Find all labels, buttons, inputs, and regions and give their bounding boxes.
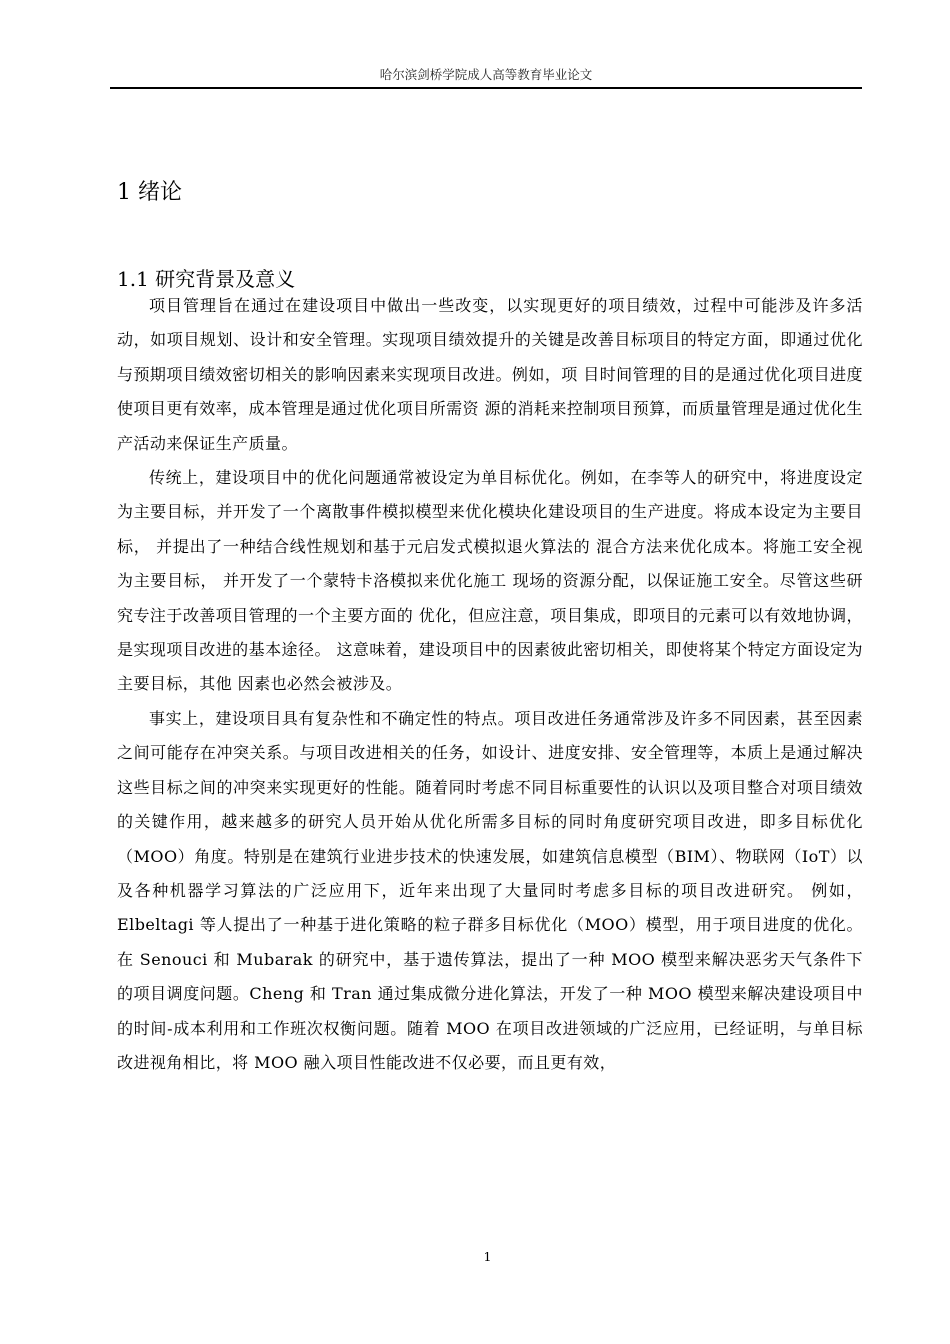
paragraph: 事实上，建设项目具有复杂性和不确定性的特点。项目改进任务通常涉及许多不同因素，甚至因素之间可能存在冲突关系。与项目改进相关的任务，如设计、进度安排、安全管理等，本质上是通过解决这些目标之间的冲突来实现更好的性能。随着同时考虑不同目标重要性的认识以及项目整合对项目绩效的关键作用，越来越多的研究人员开始从优化所需多目标的同时角度研究项目改进，即多目标优化（MOO）角度。特别是在建筑行业进步技术的快速发展，如建筑信息模型（BIM）、物联网（IoT）以及各种机器学习算法的广泛应用下，近年来出现了大量同时考虑多目标的项目改进研究。 例如，Elbeltagi 等人提出了一种基于进化策略的粒子群多目标优化（MOO）模型，用于项目进度的优化。在 Senouci 和 Mubarak 的研究中，基于遗传算法，提出了一种 MOO 模型来解决恶劣天气条件下的项目调度问题。Cheng 和 Tran 通过集成微分进化算法，开发了一种 MOO 模型来解决建设项目中的时间-成本利用和工作班次权衡问题。随着 MOO 在项目改进领域的广泛应用，已经证明，与单目标改进视角相比，将 MOO 融入项目性能改进不仅必要，而且更有效， bbox=[117, 708, 863, 1072]
running-header: 哈尔滨剑桥学院成人高等教育毕业论文 bbox=[379, 67, 593, 82]
paragraph: 项目管理旨在通过在建设项目中做出一些改变，以实现更好的项目绩效，过程中可能涉及许多活动，如项目规划、设计和安全管理。实现项目绩效提升的关键是改善目标项目的特定方面，即通过优化与预期项目绩效密切相关的影响因素来实现项目改进。例如，项 目时间管理的目的是通过优化项目进度使项目更有效率，成本管理是通过优化项目所需资 源的消耗来控制项目预算，而质量管理是通过优化生产活动来保证生产质量。 bbox=[117, 296, 863, 453]
paragraph: 传统上，建设项目中的优化问题通常被设定为单目标优化。例如，在李等人的研究中，将进度设定为主要目标，并开发了一个离散事件模拟模型来优化模块化建设项目的生产进度。将成本设定为主要目标， 并提出了一种结合线性规划和基于元启发式模拟退火算法的 混合方法来优化成本。将施工安全视为主要目标， 并开发了一个蒙特卡洛模拟来优化施工 现场的资源分配，以保证施工安全。尽管这些研究专注于改善项目管理的一个主要方面的 优化，但应注意，项目集成，即项目的元素可以有效地协调，是实现项目改进的基本途径。 这意味着，建设项目中的因素彼此密切相关，即使将某个特定方面设定为主要目标，其他 因素也必然会被涉及。 bbox=[117, 468, 863, 694]
section-heading: 1.1 研究背景及意义 bbox=[117, 266, 296, 291]
header-divider bbox=[110, 87, 862, 89]
page-number: 1 bbox=[483, 1249, 492, 1264]
body-text bbox=[117, 289, 863, 1080]
chapter-heading: 1 绪论 bbox=[117, 179, 182, 205]
